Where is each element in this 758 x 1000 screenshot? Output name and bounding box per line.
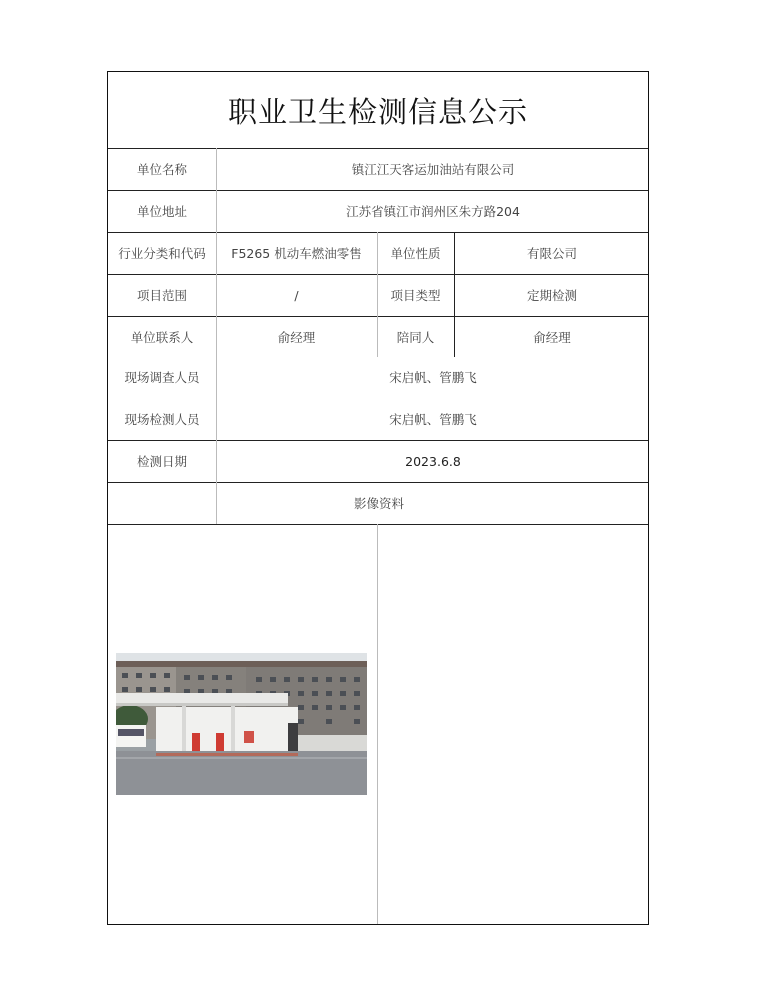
gas-station-photo xyxy=(116,653,367,795)
escort-value: 俞经理 xyxy=(533,330,571,345)
industry-label: 行业分类和代码 xyxy=(118,246,206,261)
contact-row xyxy=(108,316,648,358)
contact-value: 俞经理 xyxy=(277,330,316,345)
disclosure-form xyxy=(107,71,649,925)
unit-name-row xyxy=(108,148,648,190)
unit-name-value: 镇江江天客运加油站有限公司 xyxy=(351,162,515,177)
unit-name-label: 单位名称 xyxy=(136,162,187,177)
testing-staff-label: 现场检测人员 xyxy=(124,412,200,427)
survey-staff-value: 宋启帆、管鹏飞 xyxy=(389,370,477,385)
test-date-value: 2023.6.8 xyxy=(405,453,461,469)
project-type-value: 定期检测 xyxy=(526,288,577,303)
project-row xyxy=(108,274,648,316)
contact-label: 单位联系人 xyxy=(130,330,194,345)
unit-nature-value: 有限公司 xyxy=(526,246,577,261)
industry-value: F5265 机动车燃油零售 xyxy=(231,246,362,261)
unit-address-value: 江苏省镇江市润州区朱方路204 xyxy=(346,204,520,219)
testing-staff-value: 宋启帆、管鹏飞 xyxy=(389,412,477,427)
project-scope-value: / xyxy=(294,287,299,303)
project-type-label: 项目类型 xyxy=(390,288,441,303)
escort-label: 陪同人 xyxy=(396,330,435,345)
testing-staff-row xyxy=(108,398,648,440)
unit-nature-label: 单位性质 xyxy=(390,246,441,261)
project-scope-label: 项目范围 xyxy=(136,288,187,303)
test-date-label: 检测日期 xyxy=(136,454,187,469)
unit-address-label: 单位地址 xyxy=(136,204,187,219)
unit-address-row xyxy=(108,190,648,232)
test-date-row xyxy=(108,440,648,482)
survey-staff-row xyxy=(108,356,648,398)
industry-row xyxy=(108,232,648,274)
survey-staff-label: 现场调查人员 xyxy=(124,370,200,385)
page-title: 职业卫生检测信息公示 xyxy=(227,94,528,129)
image-section-row xyxy=(108,482,648,524)
image-area xyxy=(108,524,648,924)
image-section-label: 影像资料 xyxy=(353,496,404,511)
